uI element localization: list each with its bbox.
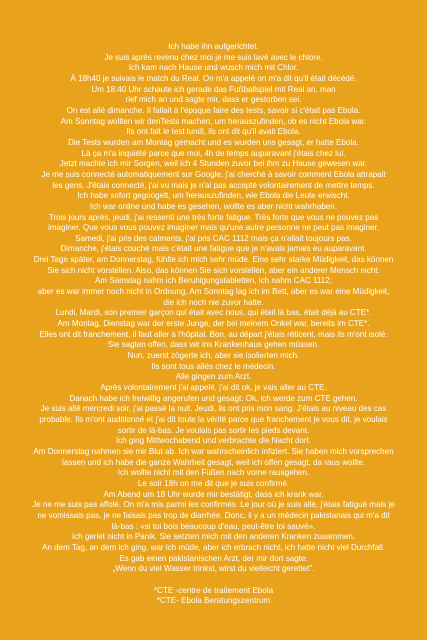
- text-line: Am Donnerstag nahmen sie mir Blut ab. Ich war wahrscheinlich infiziert. Sie haben mich vorsprechen: [33, 446, 394, 456]
- text-line: ne vomissais pas, je ne faisais pas trop de diarrhée. Donc, il y a un médecin pakistanais qui m'a dit: [37, 510, 390, 520]
- text-line: Sie sagten offen, dass wir ins Krankenhaus gehen müssen.: [107, 340, 320, 350]
- text-line: Ich kam nach Hause und wusch mich mit Chlor.: [128, 63, 299, 73]
- text-line: Ich war online und habe es gesehen, wollte es aber nicht wahrhaben.: [89, 201, 338, 211]
- text-line: Dimanche, j'étais couché mais c'était une fatigue que je n'avais jamais eu auparavant.: [60, 244, 367, 254]
- text-line: Je suis après revenu chez moi je me suis lavé avec le chlore.: [104, 52, 323, 62]
- text-line: Jetzt machte ich mir Sorgen, weil ich 4 Stunden zuvor bei ihm zu Hause gewesen war.: [59, 159, 368, 169]
- text-line: Ils ont fait le test lundi, ils ont dit qu'il avait Ebola.: [126, 127, 301, 137]
- text-line: À 18h40 je suivais le match du Real. On m'a appelé on m'a dit qu'il était décédé.: [70, 73, 357, 83]
- text-line: Ich habe sofort gegoogelt, um herauszufinden, wie Ebola die Leute erwischt.: [77, 191, 350, 201]
- text-line: An dem Tag, an dem ich ging, war ich müde, aber ich erbrach nicht, ich hatte nicht viel Durchfall.: [42, 542, 385, 552]
- text-line: Am Abend um 18 Uhr wurde mir bestätigt, dass ich krank war.: [103, 489, 324, 499]
- text-line: Um 18:40 Uhr schaute ich gerade das Fußballspiel mit Real an, man: [91, 84, 336, 94]
- text-line: Ils sont tous allés chez le médecin.: [151, 361, 276, 371]
- text-line: Je me suis connecté automatiquement sur Google, j'ai cherché à savoir comment Ebola attrapait: [41, 169, 386, 179]
- text-line: Drei Tage später, am Donnerstag, fühlte ich mich sehr müde. Eine sehr starke Müdigkeit, das können: [33, 255, 394, 265]
- text-line: Am Samstag nahm ich Beruhigungstabletten, ich nahm CAC 1112,: [95, 276, 332, 286]
- footnotes: [3, 586, 424, 607]
- text-line: Je ne me suis pas affolé. On m'a mis parmi les confirmés. Le jour où je suis allé, j'étais fatigué mais je: [32, 500, 395, 510]
- text-line: die ich noch nie zuvor hatte.: [163, 297, 264, 307]
- text-line: Elles ont dit franchement, il faut aller à l'hôpital. Bon, au départ j'étais réticent, mais ils m'ont isolé.: [39, 329, 388, 339]
- text-line: les gens. J'étais connecté, j'ai vu mais je n'ai pas accepté volontairement de mettre temps.: [52, 180, 375, 190]
- text-line: rief mich an und sagte mir, dass er gestorben sei.: [125, 95, 302, 105]
- text-line: aber es war immer noch nicht in Ordnung. Am Sonntag lag ich im Bett, aber es war eine Müdigkeit,: [37, 287, 390, 297]
- text-line: Am Sonntag wollten wir denTests machen, um herauszufinden, ob es nicht Ebola war.: [60, 116, 367, 126]
- text-line: Sie sich nicht vorstellen. Also, das können Sie sich vorstellen, aber ein anderer Mensch nicht.: [47, 265, 380, 275]
- text-line: Alle gingen zum Arzt.: [175, 372, 252, 382]
- text-line: lassen und ich habe die ganze Wahrheit gesagt, weil ich offen gesagt, da raus wollte.: [62, 457, 365, 467]
- text-line: imaginer. Que vous vous pouvez imaginer mais qu'une autre personne ne peut pas imaginer.: [48, 223, 379, 233]
- text-line: Ich geriet nicht in Panik. Sie setzten mich mit den anderen Kranken zusammen.: [71, 532, 356, 542]
- text-line: Am Montag, Dienstag war der erste Junge, der bei meinem Onkel war, bereits im CTE*.: [57, 319, 370, 329]
- footnote-line: *CTE- Ebola Beratungszentrum: [156, 596, 271, 606]
- text-line: Le soir 18h on me dit que je suis confirmé.: [137, 478, 290, 488]
- text-line: Es gab einen pakistanischen Arzt, der mir dort sagte:: [119, 553, 308, 563]
- text-line: Danach habe ich freiwillig angerufen und gesagt: Ok, ich werde zum CTE gehen.: [69, 393, 358, 403]
- text-block: [3, 42, 424, 575]
- text-line: Là ça m'a inquiété parce que moi, 4h de temps auparavant j'étais chez lui.: [81, 148, 346, 158]
- spacer: [3, 575, 424, 586]
- text-line: On est allé dimanche. Il fallait à l'époque faire des tests, savoir si c'était pas Ebola.: [66, 105, 361, 115]
- text-line: Die Tests wurden am Montag gemacht und es wurden uns gesagt, er hatte Ebola.: [68, 137, 359, 147]
- text-line: Lundi, Mardi, son premier garçon qui était avec nous, qui était là bas, était déjà au CTE*.: [55, 308, 372, 318]
- text-line: Samedi, j'ai pris des calments, j'ai pris CAC 1112 mais ça n'allait toujours pas.: [75, 233, 352, 243]
- text-line: là-bas : «si toi bois beaucoup d'eau, peut-être toi sauvé».: [111, 521, 316, 531]
- text-line: Ich wollte nicht mit den Füßen nach vorne rausgehen.: [117, 468, 310, 478]
- text-line: Après volontairement j'ai appelé, j'ai dit ok, je vais aller au CTE.: [100, 383, 327, 392]
- text-line: „Wenn du viel Wasser trinkst, wirst du vielleicht gerettet".: [112, 564, 315, 574]
- text-line: sortir de là-bas. Je voulais pas sortir les pieds devant.: [117, 425, 310, 435]
- text-line: Nun, zuerst zögerte ich, aber sie isolierten mich.: [127, 351, 300, 361]
- text-line: Trois jours après, jeudi, j'ai ressenti une très forte fatigue. Très forte que vous ne pouvez pas: [48, 212, 379, 222]
- document-body: [0, 42, 427, 607]
- text-line: probable. Ils m'ont auditionné et j'ai dit toute la vérité parce que franchement je vous dit, je voulais: [39, 414, 388, 424]
- text-line: Je suis allé mercredi soir, j'ai passé la nuit. Jeudi, ils ont pris mon sang. J'étais au niveau des cas: [40, 404, 387, 414]
- text-line: Ich ging Mittwochabend und verbrachte die Nacht dort.: [115, 436, 312, 446]
- text-line: Ich habe ihn aufgerichtet.: [168, 42, 259, 51]
- footnote-line: *CTE -centre de traitement Ebola: [153, 585, 274, 595]
